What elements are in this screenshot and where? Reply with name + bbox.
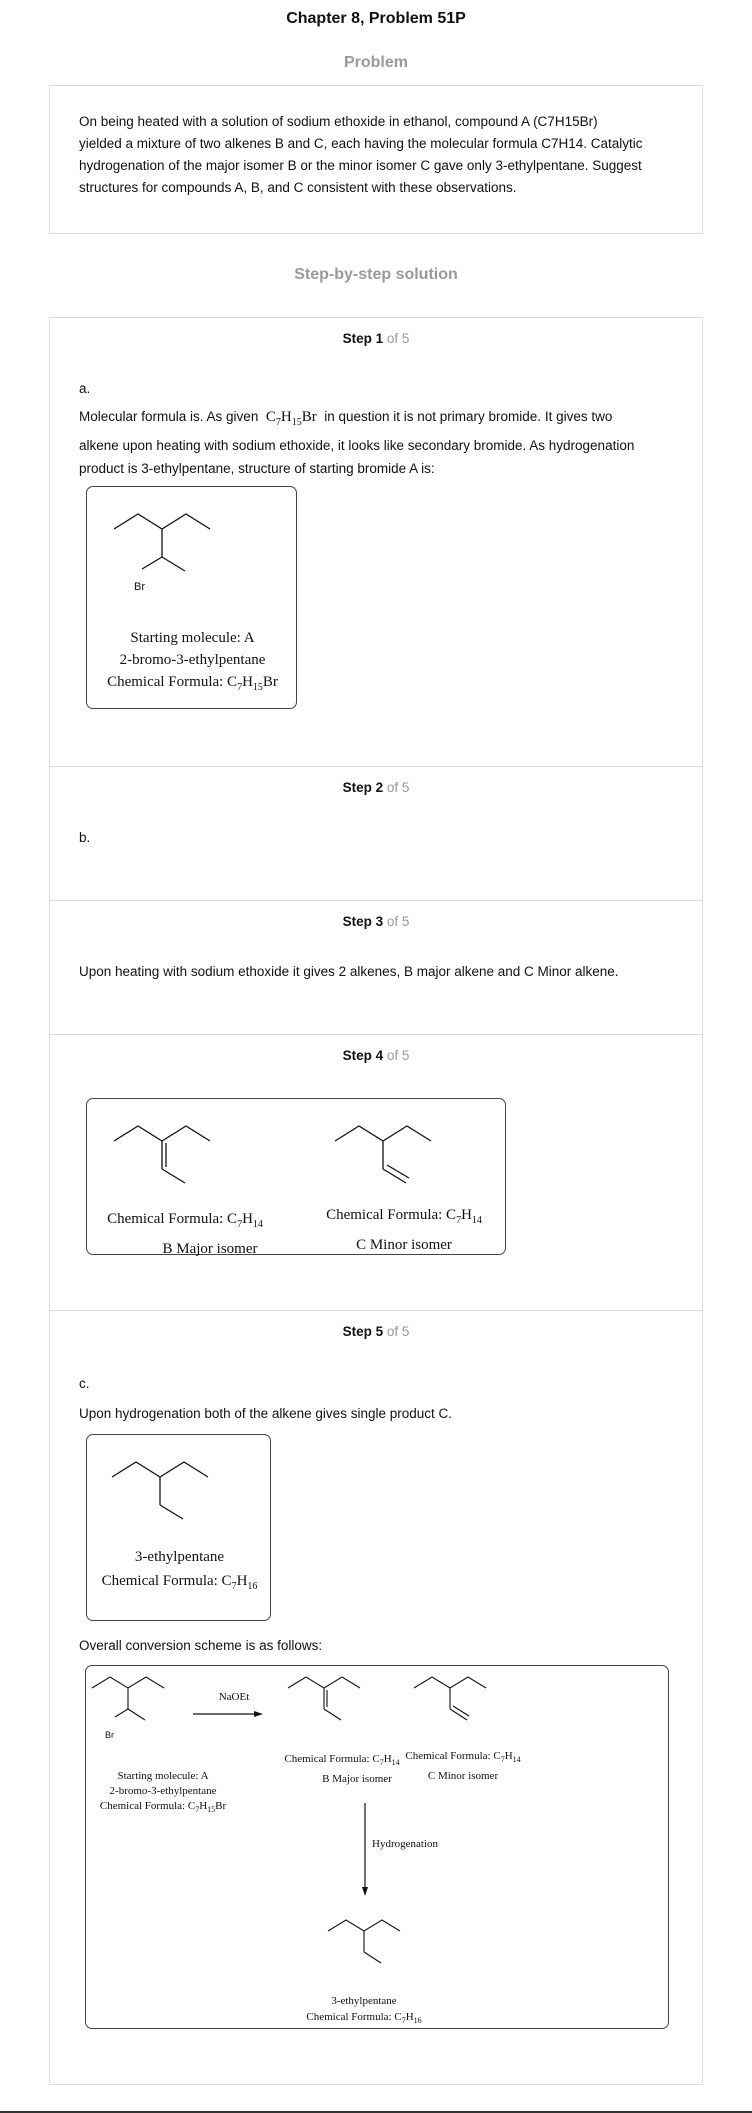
- molecule-a-caption: Starting molecule: A 2-bromo-3-ethylpentane Chemical Formula: $C_7H_{15}Br$: [107, 630, 278, 693]
- alkene-b-caption: Chemical Formula: $C_7H_{14}$ B Major isomer: [107, 1211, 263, 1257]
- step-5-text: Upon hydrogenation both of the alkene gives single product C.: [79, 1406, 452, 1421]
- problem-heading: Problem: [343, 54, 408, 71]
- problem-text: On being heated with a solution of sodium ethoxide in ethanol, compound A (C7H15Br) yielded a mixture of two alkenes B and C, each having the molecular formula C7H14. Catalytic hydrogenation of the major isomer B or the minor isomer C gave only 3-ethylpentane. Suggest structures for compounds A, B, and C consistent with these observations.: [79, 114, 643, 195]
- step-2-label: b.: [79, 830, 91, 845]
- step-5-header: Step 5 of 5: [342, 1324, 410, 1339]
- scheme-b-caption: Chemical Formula: $C_7H_{14}$ B Major isomer: [284, 1753, 400, 1786]
- step-5-label: c.: [79, 1376, 90, 1391]
- scheme-c-caption: Chemical Formula: $C_7H_{14}$ C Minor isomer: [405, 1750, 521, 1783]
- scheme-a-caption: Starting molecule: A 2-bromo-3-ethylpentane Chemical Formula: $C_7H_{15}Br$: [99, 1770, 227, 1815]
- molecule-a-box: [86, 486, 297, 709]
- alkenes-box: [86, 1098, 506, 1255]
- product-box: [86, 1434, 271, 1621]
- scheme-product: [86, 1666, 670, 2030]
- solution-heading: Step-by-step solution: [294, 266, 458, 283]
- hydrogenation-label: Hydrogenation: [372, 1838, 438, 1850]
- bromine-label: Br: [134, 581, 145, 593]
- scheme-bromine-label: Br: [105, 1730, 114, 1740]
- step-4-header: Step 4 of 5: [342, 1048, 410, 1063]
- alkene-c-caption: Chemical Formula: $C_7H_{14}$ C Minor isomer: [326, 1207, 482, 1253]
- product-caption: 3-ethylpentane Chemical Formula: $C_7H_{16}$: [101, 1549, 258, 1592]
- step-3-text: Upon heating with sodium ethoxide it gives 2 alkenes, B major alkene and C Minor alkene.: [79, 964, 619, 979]
- step-2-header: Step 2 of 5: [342, 780, 410, 795]
- chapter-title: Chapter 8, Problem 51P: [286, 10, 466, 27]
- step-1-label: a.: [79, 381, 91, 396]
- step-1-text: Molecular formula is. As given $C_7H_{15}Br$ in question it is not primary bromide. It gives two alkene upon heating with sodium ethoxide, it looks like secondary bromide. As hydrogenation product is 3-ethylpentane, structure of starting bromide A is:: [79, 409, 635, 476]
- scheme-product-caption: 3-ethylpentane Chemical Formula: $C_7H_{16}$: [306, 1995, 422, 2026]
- reagent-label: NaOEt: [218, 1691, 250, 1703]
- overall-text: Overall conversion scheme is as follows:: [79, 1638, 323, 1653]
- scheme-box: [85, 1665, 669, 2029]
- step-3-header: Step 3 of 5: [342, 914, 410, 929]
- step-1-header: Step 1 of 5: [342, 331, 410, 346]
- formula-c7h15br: $C_7H_{15}Br$: [265, 409, 317, 428]
